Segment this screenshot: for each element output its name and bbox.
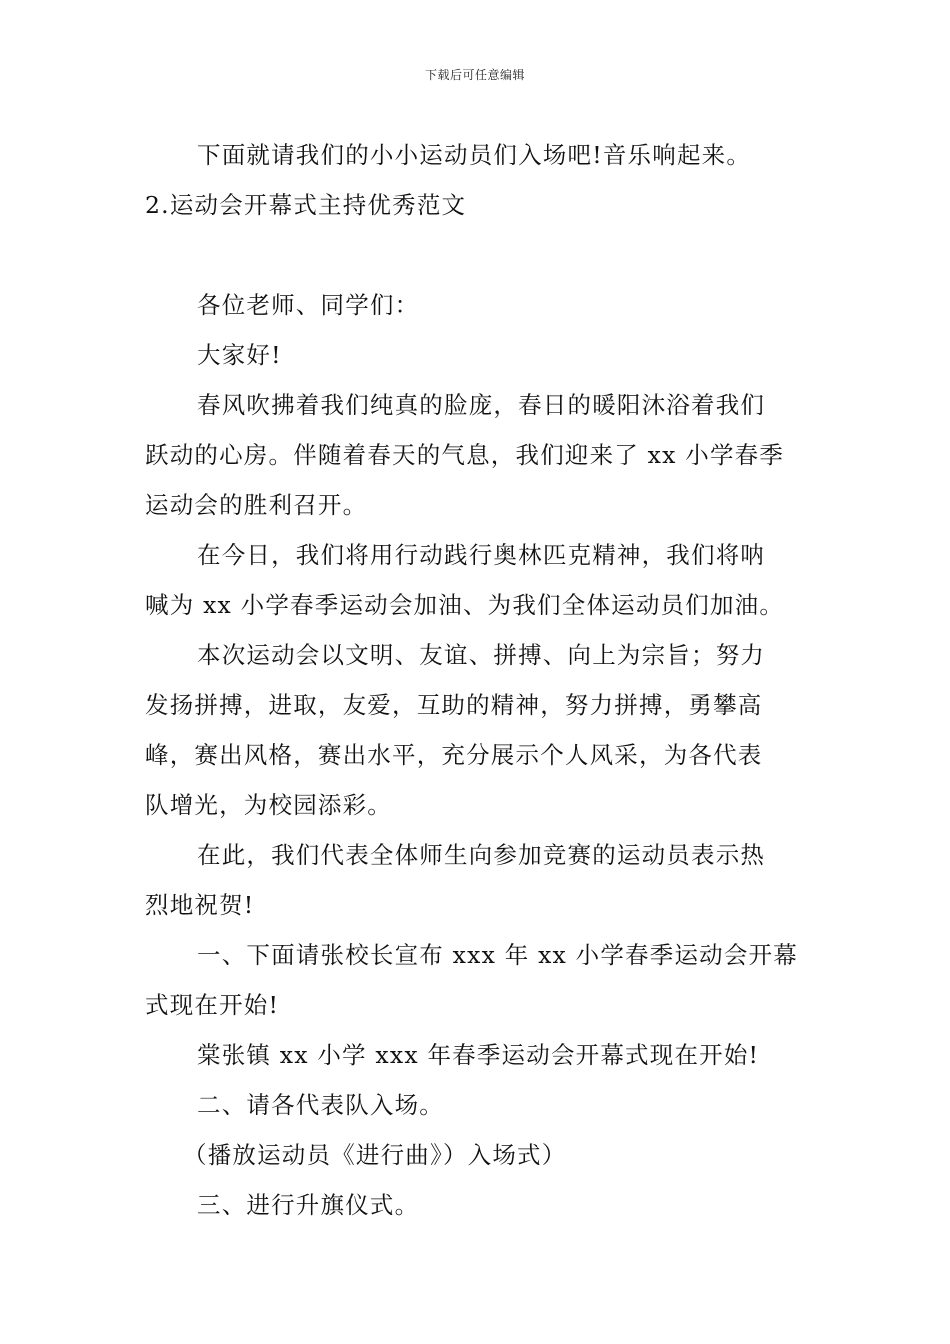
paragraph-line: 跃动的心房。伴随着春天的气息，我们迎来了 xx 小学春季 xyxy=(145,441,785,469)
section-heading: 2.运动会开幕式主持优秀范文 xyxy=(145,191,467,219)
paragraph-line: 队增光，为校园添彩。 xyxy=(145,791,392,819)
paragraph-line: 二、请各代表队入场。 xyxy=(197,1091,444,1119)
paragraph-line: 运动会的胜利召开。 xyxy=(145,491,368,519)
paragraph-line: 下面就请我们的小小运动员们入场吧!音乐响起来。 xyxy=(197,141,752,169)
paragraph-line: 在今日，我们将用行动践行奥林匹克精神，我们将呐 xyxy=(197,541,766,569)
paragraph-line: 式现在开始! xyxy=(145,991,280,1019)
paragraph-line: 本次运动会以文明、友谊、拼搏、向上为宗旨；努力 xyxy=(197,641,766,669)
paragraph-line: 在此，我们代表全体师生向参加竞赛的运动员表示热 xyxy=(197,841,766,869)
blank-line xyxy=(145,230,810,280)
salutation: 各位老师、同学们： xyxy=(197,291,420,319)
paragraph-line: 发扬拼搏，进取，友爱，互助的精神，努力拼搏，勇攀高 xyxy=(145,691,763,719)
paragraph-line: 烈地祝贺! xyxy=(145,891,255,919)
paragraph-line: 喊为 xx 小学春季运动会加油、为我们全体运动员们加油。 xyxy=(145,591,785,619)
page-header: 下载后可任意编辑 xyxy=(424,68,525,82)
paragraph-line: （播放运动员《进行曲》）入场式） xyxy=(183,1141,567,1169)
paragraph-line: 一、下面请张校长宣布 xxx 年 xx 小学春季运动会开幕 xyxy=(197,941,798,969)
document-body xyxy=(145,130,810,1230)
paragraph-line: 峰，赛出风格，赛出水平，充分展示个人风采，为各代表 xyxy=(145,741,763,769)
paragraph-line: 三、进行升旗仪式。 xyxy=(197,1191,420,1219)
paragraph-line: 春风吹拂着我们纯真的脸庞，春日的暖阳沐浴着我们 xyxy=(197,391,766,419)
greeting: 大家好! xyxy=(197,341,282,369)
paragraph-line: 棠张镇 xx 小学 xxx 年春季运动会开幕式现在开始! xyxy=(197,1041,760,1069)
